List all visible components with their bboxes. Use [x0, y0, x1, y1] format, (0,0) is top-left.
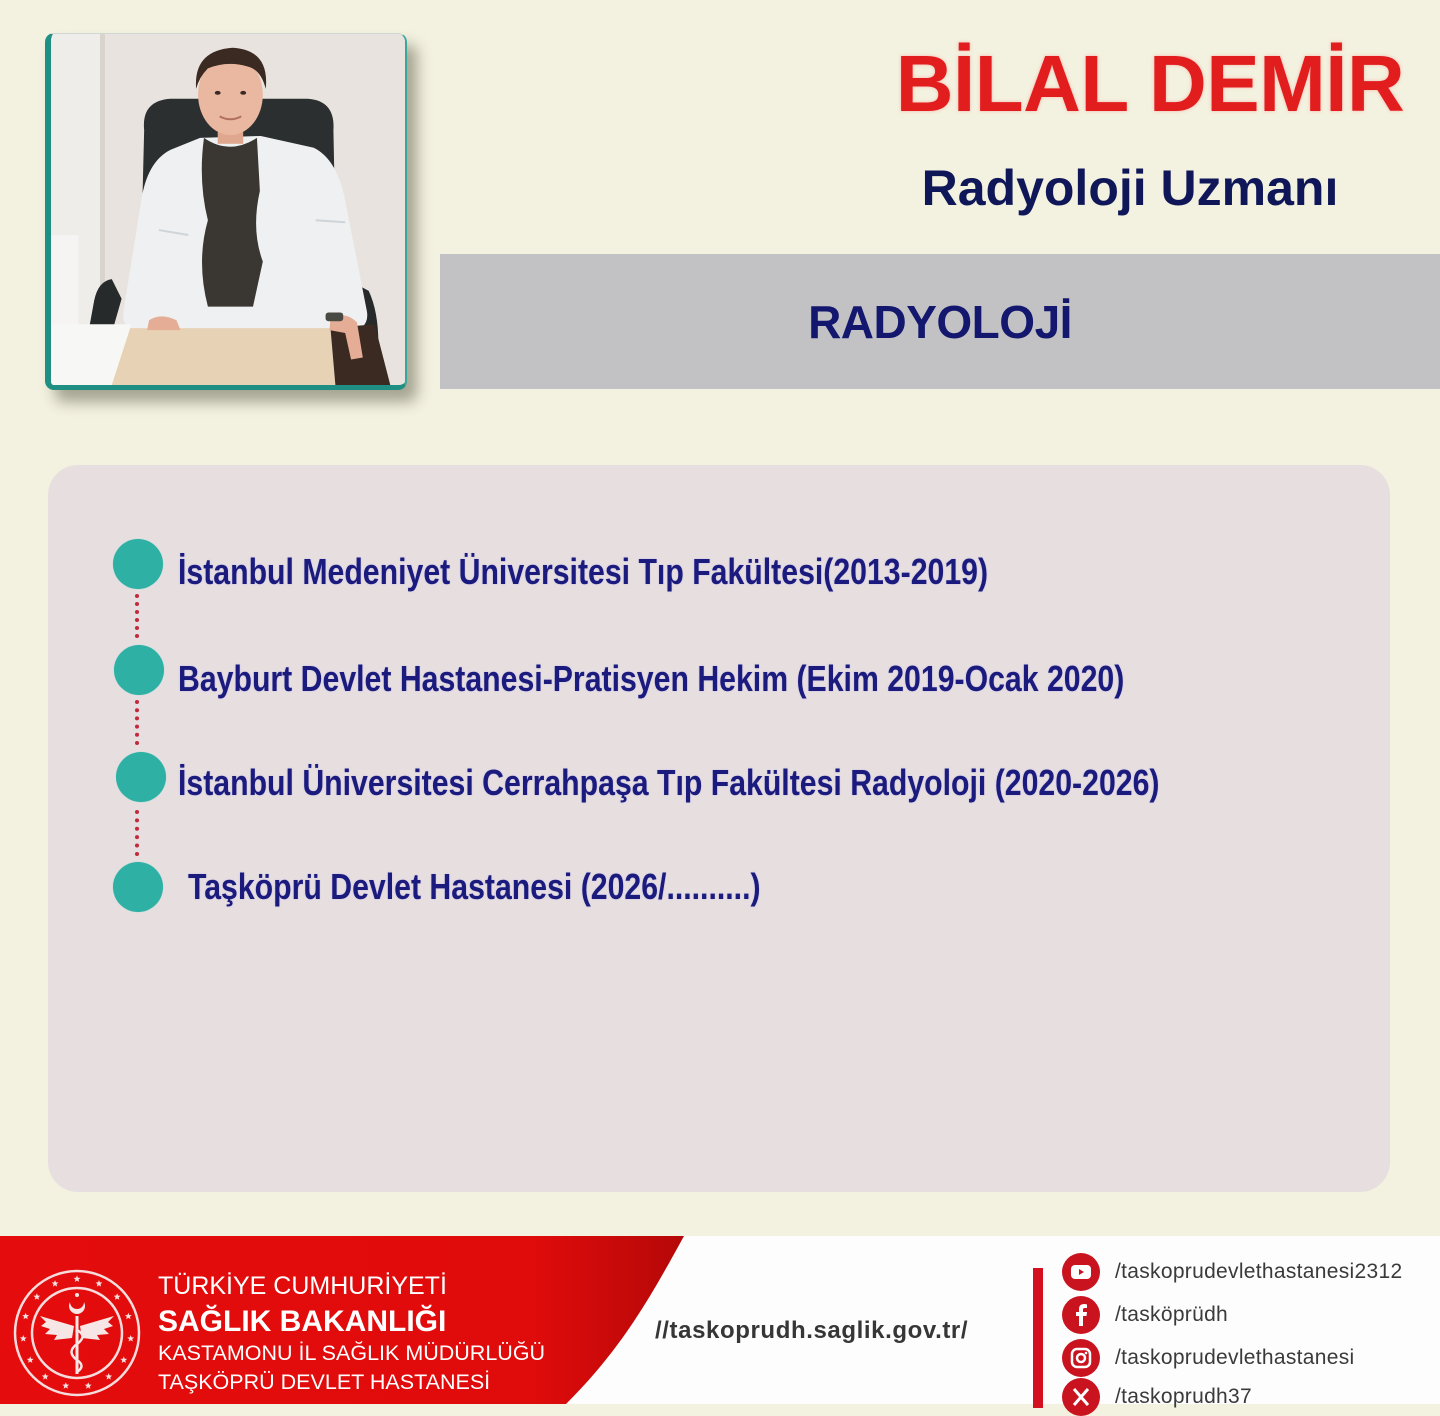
doctor-portrait-image	[51, 34, 405, 385]
social-handle: /taskoprudevlethastanesi	[1115, 1346, 1355, 1369]
org-line-directorate: KASTAMONU İL SAĞLIK MÜDÜRLÜĞÜ	[158, 1341, 546, 1365]
org-line-republic: TÜRKİYE CUMHURİYETİ	[158, 1272, 447, 1300]
timeline-item: İstanbul Medeniyet Üniversitesi Tıp Fakültesi(2013-2019)	[178, 551, 989, 592]
timeline-bullet-icon	[113, 862, 163, 912]
org-line-ministry: SAĞLIK BAKANLIĞI	[158, 1305, 447, 1338]
social-x[interactable]	[1062, 1378, 1252, 1416]
instagram-icon	[1062, 1339, 1100, 1377]
doctor-name: BİLAL DEMİR	[895, 39, 1405, 128]
footer-divider	[1033, 1268, 1043, 1408]
timeline-bullet-icon	[113, 539, 163, 589]
social-handle: /taskoprudh37	[1115, 1385, 1252, 1408]
doctor-photo	[45, 33, 407, 390]
timeline-connector	[135, 594, 139, 638]
ministry-of-health-emblem-icon	[12, 1268, 142, 1398]
facebook-icon	[1062, 1296, 1100, 1334]
timeline-item: Taşköprü Devlet Hastanesi (2026/..........)	[188, 866, 761, 907]
org-line-hospital: TAŞKÖPRÜ DEVLET HASTANESİ	[158, 1370, 491, 1394]
department-band	[440, 254, 1440, 389]
timeline-bullet-icon	[114, 645, 164, 695]
youtube-icon	[1062, 1253, 1100, 1291]
social-instagram[interactable]	[1062, 1339, 1355, 1377]
timeline-connector	[135, 700, 139, 745]
social-youtube[interactable]	[1062, 1253, 1402, 1291]
timeline-connector	[135, 810, 139, 856]
website-link[interactable]: //taskoprudh.saglik.gov.tr/	[655, 1317, 969, 1344]
social-handle: /taskoprudevlethastanesi2312	[1115, 1260, 1403, 1283]
x-icon	[1062, 1378, 1100, 1416]
timeline-item: İstanbul Üniversitesi Cerrahpaşa Tıp Fakültesi Radyoloji (2020-2026)	[178, 762, 1160, 803]
timeline-bullet-icon	[116, 752, 166, 802]
doctor-title: Radyoloji Uzmanı	[921, 160, 1339, 216]
social-facebook[interactable]	[1062, 1296, 1228, 1334]
department-label: RADYOLOJİ	[808, 295, 1072, 348]
timeline-item: Bayburt Devlet Hastanesi-Pratisyen Hekim (Ekim 2019-Ocak 2020)	[178, 658, 1125, 699]
social-handle: /tasköprüdh	[1115, 1303, 1229, 1326]
